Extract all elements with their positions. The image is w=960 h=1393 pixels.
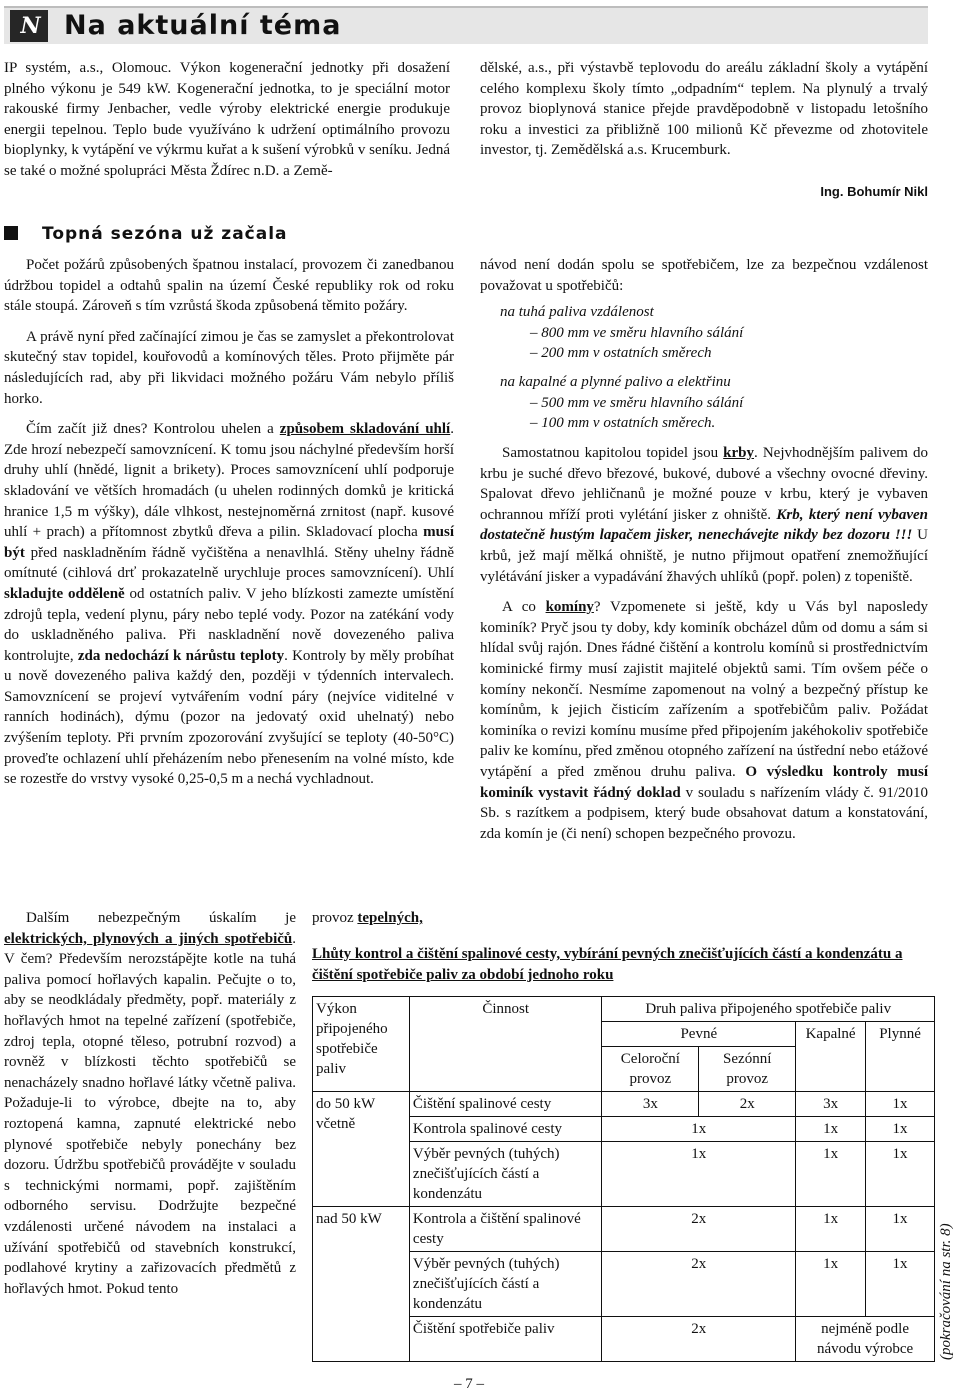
value-cell: 2x (602, 1317, 796, 1362)
activity-cell: Výběr pevných (tuhých) znečišťujících částí a kondenzátu (409, 1142, 602, 1207)
text-span: Čím začít již dnes? Kontrolou uhelen a (26, 421, 280, 438)
value-cell: 1x (602, 1117, 796, 1142)
activity-cell: Kontrola a čištění spalinové cesty (409, 1207, 602, 1252)
value-cell: 1x (866, 1207, 935, 1252)
header-solid: Pevné (602, 1022, 796, 1047)
text-span: ? Vzpomenete si ještě, kdy u Vás byl naposledy kominík? Pryč jsou ty doby, kdy kominík obcházel dům od domu a sám si hlídal svůj rajón. Dnes řádné čištění a kontrolu komínů si prostřednictvím kominické firmy musí zajistit majitelé objektů sami. Tím ovšem péče o komíny nekončí. Nesmíme zapomenout na volný a bezpečný přístup ke komínům, k jejich čisticím zařízením a spotřebičům paliv. Požádat kominíka o revizi komínu musíme před připojením jakéhokoliv spotřebiče paliv ke komínu, před změnou otopného zařízení na ústřední nebo etážové vytápění a před změnou druhu paliva. (480, 599, 928, 780)
left-para-1: Počet požárů způsobených špatnou instalací, provozem či zanedbanou údržbou topidel a odtahů spalin na území České republiky rok od roku stále stoupá. Zároveň s tím vzrůstá škoda způsobená těmito požáry. (4, 257, 454, 315)
bold-italic-warning: Krb, který není vybaven dostatečně hustým lapačem jisker, nenechávejte nikdy bez dozoru !!! (480, 506, 928, 544)
page-title: Na aktuální téma (64, 10, 342, 41)
underlined-phrase: způsobem skladování uhlí (279, 421, 451, 438)
value-cell: 1x (866, 1117, 935, 1142)
continued-note: (pokračování na str. 8) (938, 1223, 954, 1360)
header-year-round: Celoroční provoz (602, 1047, 699, 1092)
left-para-3 (4, 419, 454, 790)
header-activity: Činnost (409, 997, 602, 1092)
text-span: . V čem? Především nerozstápějte kotle na tuhá paliva pomocí hořlavých kapalin. Pečujte o to, aby se neodkládaly předměty, popř. materiály z hořlavých hmot na tepelné zařízení (spotřebiče, zdroj tepla, otopné těleso, potrubní rozvod) a rovněž v blízkosti těchto spotřebičů se nenacházely snadno hořlavé látky včetně paliva. Požaduje-li to výrobce, dbejte na to, aby roztopená kamna, zapnuté elektrické nebo plynové spotřebiče nebyly ponechány bez dozoru. Údržbu spotřebičů provádějte v souladu s technickými normami, popř. zajištěním odborného servisu. Dodržujte bezpečné vzdálenosti určené návodem na instalaci a užívání spotřebičů od stavebních konstrukcí, podlahové krytiny a zařizovacích předmětů z hořlavých hmot. Pokud tento (4, 930, 296, 1297)
section-title: Topná sezóna už začala (42, 224, 288, 244)
bold-phrase: skladujte odděleně (4, 585, 125, 602)
bold-phrase: zda nedochází k nárůstu teploty (77, 647, 285, 664)
value-cell: 3x (602, 1092, 699, 1117)
value-cell: 2x (602, 1252, 796, 1317)
square-bullet-icon (4, 226, 18, 240)
right-para-2 (480, 443, 928, 587)
power-over-50kw: nad 50 kW (313, 1207, 410, 1362)
power-up-to-50kw: do 50 kW včetně (313, 1092, 410, 1207)
list-item: – 800 mm ve směru hlavního sálání (530, 324, 744, 341)
right-column-body (480, 443, 928, 844)
header-liquid: Kapalné (796, 1022, 866, 1092)
bold-phrase: O výsledku kontroly musí kominík vystavit řádný doklad (480, 763, 929, 801)
value-cell: 1x (796, 1142, 866, 1207)
value-cell: 1x (602, 1142, 796, 1207)
header-seasonal: Sezónní provoz (699, 1047, 796, 1092)
underlined-phrase: elektrických, plynových a jiných spotřebičů (4, 930, 293, 947)
value-cell: 1x (866, 1142, 935, 1207)
list-title: na kapalné a plynné palivo a elektřinu (500, 374, 731, 390)
right-para-3 (480, 597, 928, 844)
underlined-phrase: krby (723, 445, 755, 461)
inspection-schedule-table (312, 996, 935, 1362)
header-power: Výkon připojeného spotřebiče paliv (313, 997, 410, 1092)
logo-mark: N (10, 10, 48, 42)
value-cell: 2x (602, 1207, 796, 1252)
top-left-text: IP systém, a.s., Olomouc. Výkon kogenerační jednotky při dosažení plného výkonu je 549 kW. Kogenerační jednotka, to je speciální motor rakouské firmy Jenbacher, vedle výroby elektrické energie produkuje energii tepelnou. Teplo bude využíváno k udržení optimálního provozu bioplynky, k vytápění ve výkrmu kuřat a k sušení výrobků v seníku. Jedná se také o možné spolupráci Města Ždírec n.D. a Země- (4, 60, 450, 179)
value-cell: 1x (796, 1117, 866, 1142)
mid-fragment-text (312, 908, 454, 929)
activity-cell: Výběr pevných (tuhých) znečišťujících částí a kondenzátu (409, 1252, 602, 1317)
mid-fragment (312, 908, 454, 929)
text-span: U krbů, jež mají mělká ohniště, je nutno přijmout opatření znemožňující vylétávání jisker a vypadávání žhavých uhlíků (popř. polen) z topeniště. (480, 527, 928, 585)
underlined-phrase: tepelných, (357, 910, 423, 926)
list-title: na tuhá paliva vzdálenost (500, 304, 654, 320)
text-span: Samostatnou kapitolou topidel jsou (502, 445, 724, 461)
text-span: před naskladněním řádně vyčištěna a nenavlhlá. Stěny uhelny řádně omítnuté (cihlová drť prokazatelně urychluje proces samovznícení). Uhlí (4, 544, 454, 582)
table-row (313, 1092, 935, 1117)
value-cell: 2x (699, 1092, 796, 1117)
text-span: od ostatních paliv. V jeho blízkosti zamezte umístění zdrojů tepla, vedení plynu, páry nebo teplé vody. Pozor na zatékání vody do uskladněného paliva. Při naskladnění nově dovezeného paliva kontrolujte, (4, 585, 454, 664)
text-span: Dalším nebezpečným úskalím je (26, 910, 296, 926)
top-right-paragraph (480, 58, 928, 161)
bold-phrase: musí být (4, 524, 454, 561)
right-para-1: návod není dodán spolu se spotřebičem, lze za bezpečnou vzdálenost považovat u spotřebičů: (480, 257, 928, 294)
left-para-2: A právě nyní před začínající zimou je čas se zamyslet a překontrolovat skutečný stav topidel, kouřovodů a komínových těles. Proto přijměte pár následujících rad, aby při likvidaci možného požáru Vám nebylo příliš horko. (4, 328, 454, 407)
liquid-fuel-distances (500, 372, 920, 434)
activity-cell: Čištění spalinové cesty (409, 1092, 602, 1117)
page-number: – 7 – (454, 1376, 484, 1392)
list-item: – 200 mm v ostatních směrech (530, 345, 712, 362)
header-fuel-type: Druh paliva připojeného spotřebiče paliv (602, 997, 935, 1022)
left-column (4, 255, 454, 790)
value-cell: 1x (866, 1252, 935, 1317)
value-cell: 1x (796, 1207, 866, 1252)
list-item: – 100 mm v ostatních směrech. (530, 415, 716, 432)
list-item: – 500 mm ve směru hlavního sálání (530, 394, 744, 411)
right-column-intro (480, 255, 928, 296)
activity-cell: Kontrola spalinové cesty (409, 1117, 602, 1142)
top-left-paragraph (4, 58, 450, 182)
text-span: A co (502, 599, 546, 616)
text-span: . Nejvhodnějším palivem do krbu je suché dřevo březové, bukové, dubové a všechny ovocné dřeviny. Spalovat dřevo jehličnanů je možné pouze v krbu, který je vybaven ochrannou mříží proti vylétání jisker z ohniště. (480, 445, 928, 523)
value-cell: nejméně podle návodu výrobce (796, 1317, 935, 1362)
text-span: . Kontroly by měly probíhat u nově dovezeného paliva každý den, později v týdenních intervalech. Samovznícení se projeví vytvářením vodní páry (nejvíce viditelné v ranních hodinách), dýmu (pozor na jedovatý oxid uhelnatý) nebo zvýšením teploty. Při prvním zpozorování zvyšující se teploty (40-50°C) proveďte ochlazení uhlí přeházením nebo přenesením na volné místo, kde se rozestře do vrstvy vysoké 0,25-0,5 m a nechá vychladnout. (4, 647, 455, 788)
activity-cell: Čištění spotřebiče paliv (409, 1317, 602, 1362)
header-gas: Plynné (866, 1022, 935, 1092)
text-span: . Zde hrozí nebezpečí samovznícení. K tomu jsou náchylné především horší druhy uhlí (hnědé, lignit a brikety). Proces samovznícení uhlí podporuje skladování ve větších hromadách (u uhelen rodinných domků je kritická hranice 1,5 m výšky), dále vlhkost, nestejnoměrná zrnitost (např. kusové uhlí + prach) a přítomnost zbytků dřeva a pilin. Skladovací plocha (4, 421, 454, 541)
value-cell: 3x (796, 1092, 866, 1117)
underlined-phrase: komíny (545, 599, 594, 616)
left-bottom-paragraph (4, 908, 296, 1299)
solid-fuel-distances (500, 302, 920, 364)
page-header (4, 6, 928, 44)
text-span: provoz (312, 910, 358, 926)
table-title: Lhůty kontrol a čištění spalinové cesty, vybírání pevných znečišťujících částí a kondenzátu a čištění spotřebiče paliv za období jednoho roku (312, 946, 903, 983)
value-cell: 1x (796, 1252, 866, 1317)
value-cell: 1x (866, 1092, 935, 1117)
left-bottom-text (4, 908, 296, 1299)
top-right-text: dělské, a.s., při výstavbě teplovodu do areálu základní školy a vytápění celého komplexu školy tímto „odpadním“ teplem. Na plynulý a trvalý provoz bioplynová stanice přejde pravděpodobně v listopadu letošního roku a investici za přibližně 100 milionů Kč převezme od zhotovitele investor, tj. Zemědělská a.s. Krucemburk. (480, 60, 928, 159)
text-span: v souladu s nařízením vlády č. 91/2010 Sb. s razítkem a podpisem, který bude obsahovat datum a konstatování, zda komín je (či není) schopen bezpečného provozu. (480, 784, 929, 842)
table-row (313, 1207, 935, 1252)
author-signature: Ing. Bohumír Nikl (820, 184, 928, 199)
section-heading (4, 222, 474, 246)
